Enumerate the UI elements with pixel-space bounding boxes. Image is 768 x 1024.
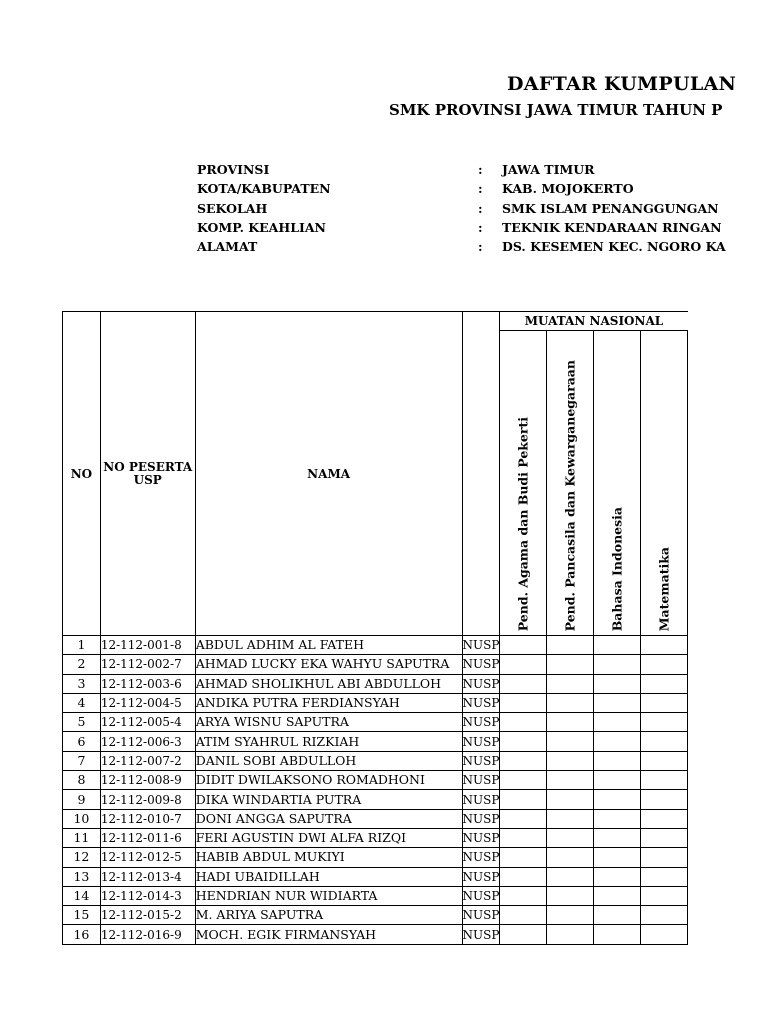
cell-peserta: 12-112-005-4 (100, 713, 195, 732)
cell-nama: HADI UBAIDILLAH (195, 867, 462, 886)
subject-header-agama (500, 331, 547, 636)
cell-grade (500, 848, 547, 867)
cell-nama: ATIM SYAHRUL RIZKIAH (195, 732, 462, 751)
cell-nusp: NUSP (462, 886, 500, 905)
cell-no: 6 (63, 732, 101, 751)
cell-nusp: NUSP (462, 751, 500, 770)
cell-grade (500, 636, 547, 655)
cell-grade (594, 732, 641, 751)
cell-no: 16 (63, 925, 101, 944)
cell-nama: FERI AGUSTIN DWI ALFA RIZQI (195, 828, 462, 847)
cell-peserta: 12-112-002-7 (100, 655, 195, 674)
cell-grade (500, 828, 547, 847)
cell-grade (500, 867, 547, 886)
info-colon: : (478, 239, 483, 255)
cell-grade (547, 751, 594, 770)
cell-grade (641, 848, 688, 867)
cell-grade (500, 674, 547, 693)
cell-grade (641, 751, 688, 770)
table-row (63, 674, 688, 693)
subject-header-pkn (547, 331, 594, 636)
cell-peserta: 12-112-009-8 (100, 790, 195, 809)
cell-grade (594, 906, 641, 925)
cell-grade (547, 674, 594, 693)
cell-no: 14 (63, 886, 101, 905)
cell-grade (594, 809, 641, 828)
cell-nusp: NUSP (462, 790, 500, 809)
cell-grade (547, 693, 594, 712)
cell-nama: HENDRIAN NUR WIDIARTA (195, 886, 462, 905)
info-colon: : (478, 219, 483, 235)
cell-nama: ARYA WISNU SAPUTRA (195, 713, 462, 732)
cell-nusp: NUSP (462, 809, 500, 828)
info-label: SEKOLAH (197, 200, 268, 216)
header-blank (462, 312, 500, 636)
cell-grade (641, 886, 688, 905)
table-row (63, 693, 688, 712)
info-value: JAWA TIMUR (502, 162, 595, 177)
cell-nusp: NUSP (462, 636, 500, 655)
table-row (63, 790, 688, 809)
cell-nusp: NUSP (462, 867, 500, 886)
table-row (63, 925, 688, 944)
cell-no: 15 (63, 906, 101, 925)
header-nama: NAMA (195, 312, 462, 636)
cell-nama: AHMAD LUCKY EKA WAHYU SAPUTRA (195, 655, 462, 674)
cell-grade (594, 886, 641, 905)
subject-label: Pend. Agama dan Budi Pekerti (515, 416, 531, 631)
cell-no: 11 (63, 828, 101, 847)
cell-grade (547, 828, 594, 847)
cell-no: 4 (63, 693, 101, 712)
table-row (63, 848, 688, 867)
cell-no: 12 (63, 848, 101, 867)
cell-grade (641, 790, 688, 809)
document-subtitle: SMK PROVINSI JAWA TIMUR TAHUN P (389, 101, 723, 119)
cell-nama: DANIL SOBI ABDULLOH (195, 751, 462, 770)
cell-nusp: NUSP (462, 713, 500, 732)
cell-nusp: NUSP (462, 828, 500, 847)
cell-peserta: 12-112-016-9 (100, 925, 195, 944)
info-colon: : (478, 181, 483, 197)
cell-grade (594, 867, 641, 886)
table-row (63, 886, 688, 905)
cell-no: 9 (63, 790, 101, 809)
info-value: SMK ISLAM PENANGGUNGAN (502, 200, 719, 216)
cell-grade (641, 809, 688, 828)
table-row (63, 809, 688, 828)
info-value: KAB. MOJOKERTO (502, 181, 634, 197)
cell-grade (641, 674, 688, 693)
cell-grade (500, 886, 547, 905)
cell-nusp: NUSP (462, 925, 500, 944)
info-label: PROVINSI (197, 162, 270, 177)
cell-grade (641, 636, 688, 655)
cell-nama: AHMAD SHOLIKHUL ABI ABDULLOH (195, 674, 462, 693)
cell-grade (594, 674, 641, 693)
header-no: NO (63, 312, 101, 636)
grades-table (62, 311, 688, 945)
cell-peserta: 12-112-010-7 (100, 809, 195, 828)
cell-no: 2 (63, 655, 101, 674)
cell-grade (641, 655, 688, 674)
cell-nusp: NUSP (462, 771, 500, 790)
cell-no: 10 (63, 809, 101, 828)
info-label: KOMP. KEAHLIAN (197, 219, 326, 235)
cell-no: 13 (63, 867, 101, 886)
table-row (63, 771, 688, 790)
table-row (63, 636, 688, 655)
table-row (63, 713, 688, 732)
header-muatan-nasional: MUATAN NASIONAL (500, 312, 688, 331)
info-colon: : (478, 162, 483, 177)
cell-nusp: NUSP (462, 655, 500, 674)
cell-grade (547, 809, 594, 828)
cell-grade (500, 732, 547, 751)
cell-grade (594, 713, 641, 732)
cell-grade (641, 713, 688, 732)
cell-grade (500, 751, 547, 770)
cell-grade (594, 848, 641, 867)
cell-grade (547, 771, 594, 790)
cell-grade (594, 790, 641, 809)
cell-grade (641, 828, 688, 847)
subject-label: Bahasa Indonesia (609, 506, 625, 631)
cell-grade (547, 732, 594, 751)
cell-no: 1 (63, 636, 101, 655)
cell-peserta: 12-112-008-9 (100, 771, 195, 790)
info-label: KOTA/KABUPATEN (197, 181, 331, 197)
cell-nama: ANDIKA PUTRA FERDIANSYAH (195, 693, 462, 712)
cell-peserta: 12-112-006-3 (100, 732, 195, 751)
table-row (63, 751, 688, 770)
cell-grade (500, 655, 547, 674)
cell-nusp: NUSP (462, 848, 500, 867)
cell-grade (641, 867, 688, 886)
cell-grade (500, 906, 547, 925)
cell-nama: DONI ANGGA SAPUTRA (195, 809, 462, 828)
cell-grade (547, 867, 594, 886)
cell-peserta: 12-112-012-5 (100, 848, 195, 867)
table-row (63, 655, 688, 674)
cell-grade (547, 713, 594, 732)
cell-grade (641, 732, 688, 751)
subject-label: Matematika (656, 546, 672, 631)
table-row (63, 867, 688, 886)
cell-grade (641, 906, 688, 925)
cell-grade (594, 771, 641, 790)
info-label: ALAMAT (197, 239, 258, 255)
cell-grade (594, 751, 641, 770)
cell-grade (500, 693, 547, 712)
cell-nusp: NUSP (462, 693, 500, 712)
subject-header-bindo (594, 331, 641, 636)
info-colon: : (478, 200, 483, 216)
cell-grade (594, 636, 641, 655)
info-value: DS. KESEMEN KEC. NGORO KA (502, 239, 726, 255)
cell-nusp: NUSP (462, 906, 500, 925)
cell-grade (641, 925, 688, 944)
cell-nama: M. ARIYA SAPUTRA (195, 906, 462, 925)
cell-grade (547, 886, 594, 905)
cell-nama: HABIB ABDUL MUKIYI (195, 848, 462, 867)
cell-peserta: 12-112-015-2 (100, 906, 195, 925)
cell-nama: DIKA WINDARTIA PUTRA (195, 790, 462, 809)
cell-peserta: 12-112-014-3 (100, 886, 195, 905)
cell-peserta: 12-112-007-2 (100, 751, 195, 770)
cell-grade (547, 655, 594, 674)
cell-peserta: 12-112-003-6 (100, 674, 195, 693)
cell-grade (500, 925, 547, 944)
header-no-peserta: NO PESERTA USP (100, 312, 195, 636)
cell-nama: ABDUL ADHIM AL FATEH (195, 636, 462, 655)
cell-grade (500, 771, 547, 790)
table-row (63, 828, 688, 847)
cell-no: 5 (63, 713, 101, 732)
cell-no: 7 (63, 751, 101, 770)
cell-no: 3 (63, 674, 101, 693)
table-row (63, 906, 688, 925)
table-row (63, 732, 688, 751)
cell-grade (594, 655, 641, 674)
cell-grade (594, 925, 641, 944)
cell-grade (547, 925, 594, 944)
cell-grade (500, 713, 547, 732)
cell-grade (641, 771, 688, 790)
subject-header-matematika (641, 331, 688, 636)
document-title: DAFTAR KUMPULAN (507, 73, 737, 95)
cell-nusp: NUSP (462, 674, 500, 693)
cell-peserta: 12-112-001-8 (100, 636, 195, 655)
info-value: TEKNIK KENDARAAN RINGAN (502, 219, 722, 235)
cell-grade (500, 790, 547, 809)
subject-label: Pend. Pancasila dan Kewarganegaraan (562, 359, 578, 631)
cell-nusp: NUSP (462, 732, 500, 751)
cell-nama: DIDIT DWILAKSONO ROMADHONI (195, 771, 462, 790)
cell-no: 8 (63, 771, 101, 790)
cell-grade (547, 636, 594, 655)
cell-peserta: 12-112-011-6 (100, 828, 195, 847)
cell-peserta: 12-112-004-5 (100, 693, 195, 712)
cell-grade (641, 693, 688, 712)
cell-peserta: 12-112-013-4 (100, 867, 195, 886)
cell-grade (547, 790, 594, 809)
cell-grade (594, 828, 641, 847)
cell-grade (500, 809, 547, 828)
cell-grade (547, 906, 594, 925)
cell-nama: MOCH. EGIK FIRMANSYAH (195, 925, 462, 944)
cell-grade (594, 693, 641, 712)
cell-grade (547, 848, 594, 867)
